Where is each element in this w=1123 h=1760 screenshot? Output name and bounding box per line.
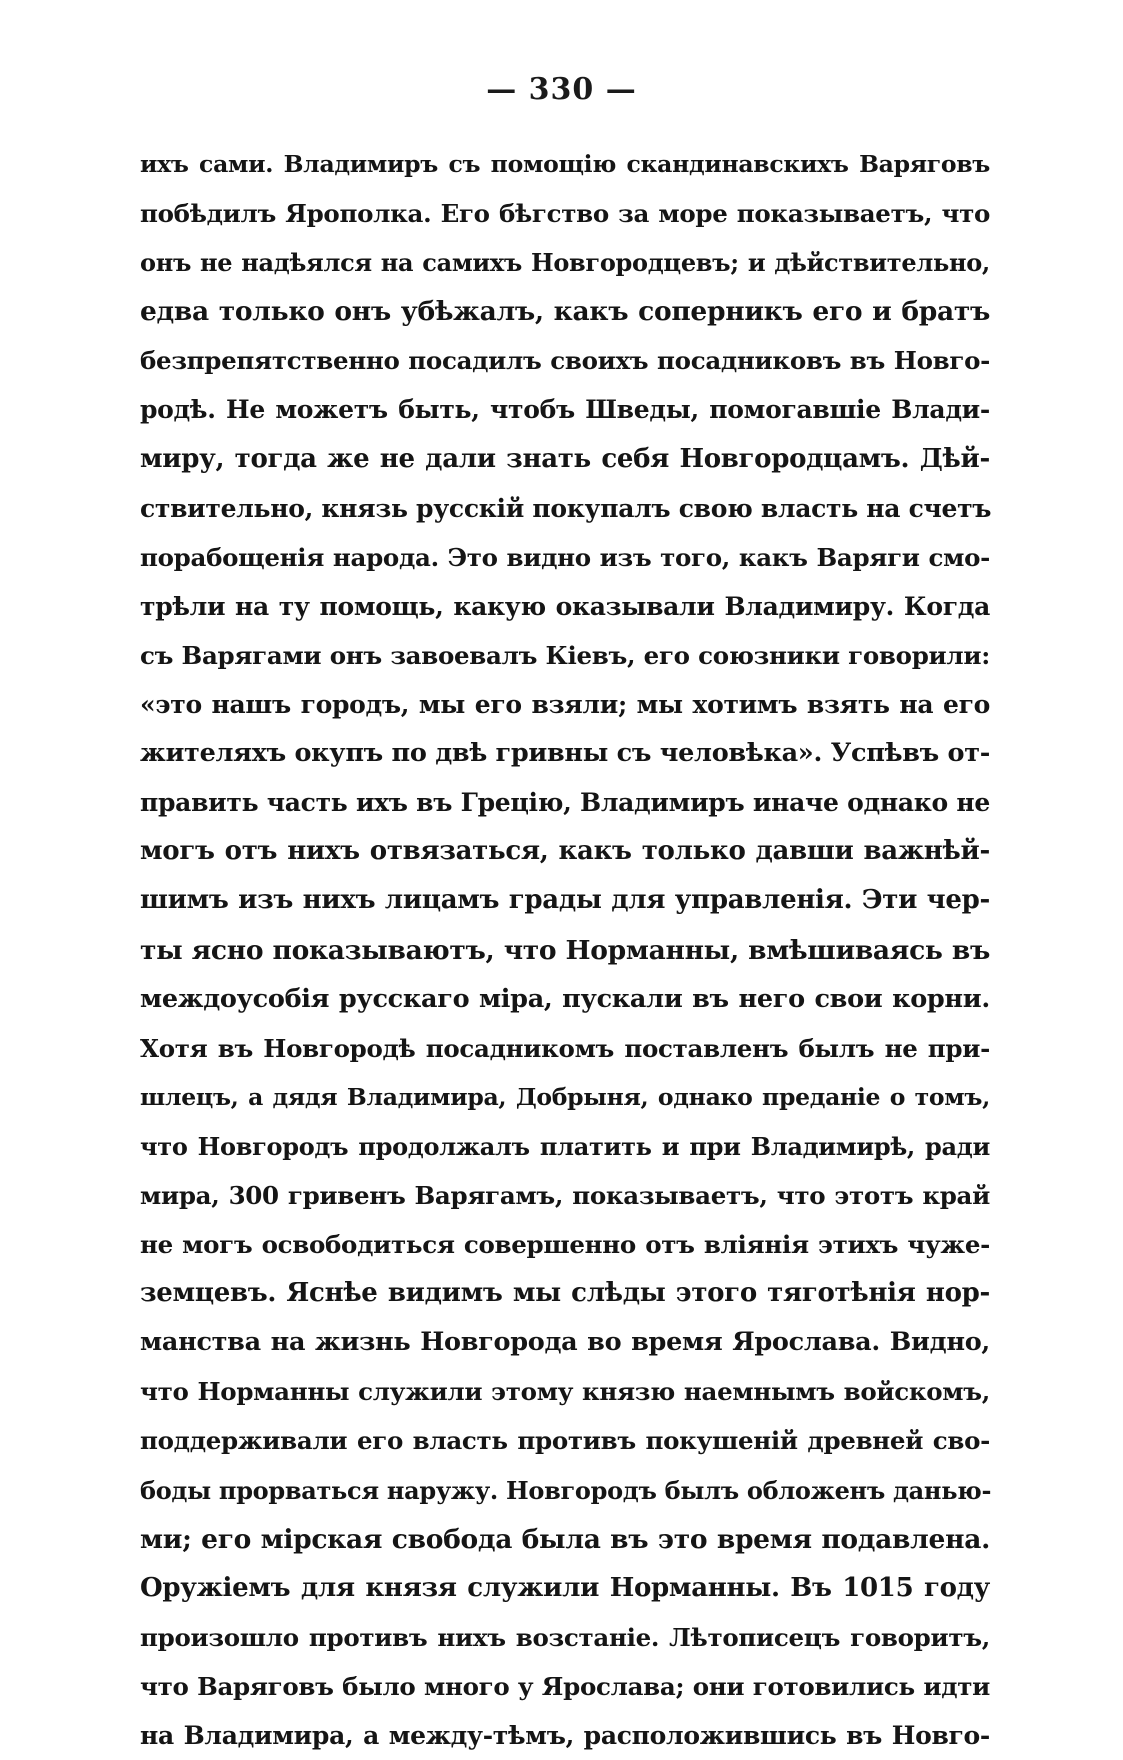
text-line: что Норманны служили этому князю наемнымъ войскомъ, [140, 1377, 990, 1407]
text-line: съ Варягами онъ завоевалъ Кіевъ, его союзники говорили: [140, 640, 990, 670]
text-line: шлецъ, а дядя Владимира, Добрыня, однако преданіе о томъ, [140, 1082, 990, 1111]
text-line: миру, тогда же не дали знать себя Новгородцамъ. Дѣй- [140, 443, 990, 474]
page-number: — 330 — [486, 72, 637, 107]
text-line: побѣдилъ Ярополка. Его бѣгство за море показываетъ, что [140, 199, 990, 229]
text-line: могъ отъ нихъ отвязаться, какъ только давши важнѣй- [140, 836, 990, 867]
text-line: поддерживали его власть противъ покушеній древней сво- [140, 1426, 990, 1456]
text-line: что Новгородъ продолжалъ платить и при Владимирѣ, ради [140, 1131, 990, 1161]
text-line: родѣ. Не можетъ быть, чтобъ Шведы, помогавшіе Влади- [140, 395, 990, 425]
text-line: земцевъ. Яснѣе видимъ мы слѣды этого тяготѣнія нор- [140, 1278, 990, 1309]
text-line: порабощенія народа. Это видно изъ того, какъ Варяги смо- [140, 542, 990, 572]
text-line: онъ не надѣялся на самихъ Новгородцевъ; и дѣйствительно, [140, 248, 990, 278]
text-line: произошло противъ нихъ возстаніе. Лѣтописецъ говоритъ, [140, 1622, 990, 1652]
text-line: междоусобія русскаго міра, пускали въ него свои корни. [140, 983, 990, 1014]
text-line: на Владимира, а между-тѣмъ, расположившись въ Новго- [140, 1721, 990, 1750]
text-line: ихъ сами. Владимиръ съ помощію скандинавскихъ Варяговъ [140, 150, 990, 178]
text-line: править часть ихъ въ Грецію, Владимиръ иначе однако не [140, 788, 990, 818]
body-text [140, 140, 990, 1760]
text-line: манства на жизнь Новгорода во время Ярослава. Видно, [140, 1327, 990, 1358]
text-line: Оружіемъ для князя служили Норманны. Въ 1015 году [140, 1572, 990, 1603]
text-line: едва только онъ убѣжалъ, какъ соперникъ его и братъ [140, 296, 990, 328]
text-line: трѣли на ту помощь, какую оказывали Владимиру. Когда [140, 591, 990, 621]
text-line: что Варяговъ было много у Ярослава; они готовились идти [140, 1671, 990, 1701]
text-line: ми; его мірская свобода была въ это время подавлена. [140, 1523, 990, 1555]
text-line: жителяхъ окупъ по двѣ гривны съ человѣка». Успѣвъ от- [140, 738, 990, 769]
text-line: Хотя въ Новгородѣ посадникомъ поставленъ былъ не при- [140, 1033, 990, 1063]
text-line: «это нашъ городъ, мы его взяли; мы хотимъ взять на его [140, 690, 990, 720]
text-line: шимъ изъ нихъ лицамъ грады для управленія. Эти чер- [140, 885, 990, 916]
text-line: ствительно, князь русскій покупалъ свою власть на счетъ [140, 493, 992, 523]
text-line: не могъ освободиться совершенно отъ вліянія этихъ чуже- [140, 1230, 990, 1260]
text-line: ты ясно показываютъ, что Норманны, вмѣшиваясь въ [140, 934, 990, 966]
text-line: мира, 300 гривенъ Варягамъ, показываетъ, что этотъ край [140, 1180, 990, 1210]
text-line: боды прорваться наружу. Новгородъ былъ обложенъ данью- [140, 1475, 992, 1505]
text-line: безпрепятственно посадилъ своихъ посадниковъ въ Новго- [140, 346, 990, 376]
